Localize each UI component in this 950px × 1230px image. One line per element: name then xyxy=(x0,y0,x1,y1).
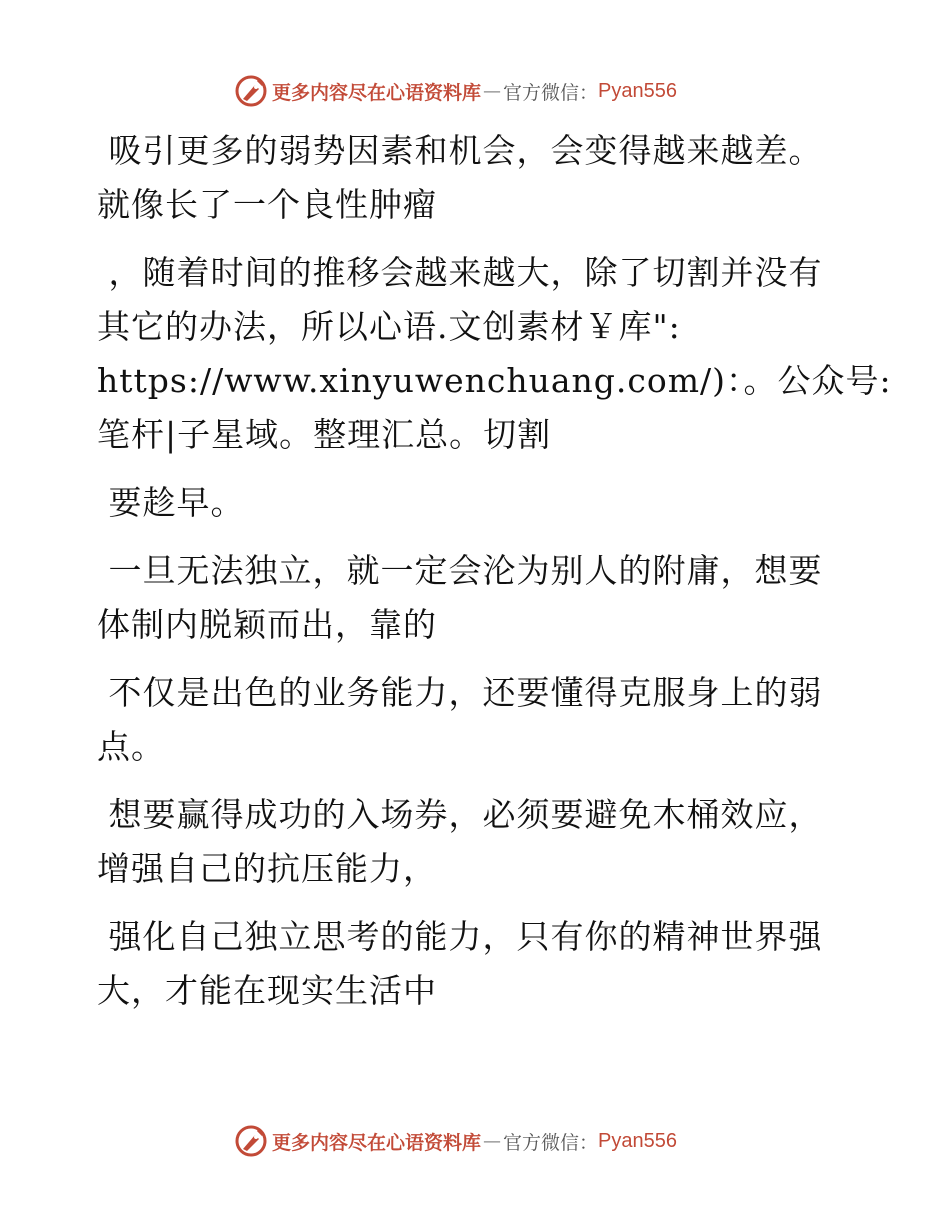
pen-nib-logo-icon xyxy=(234,1124,268,1158)
text-line: 点。 xyxy=(97,727,165,766)
text-line: 体制内脱颖而出，靠的 xyxy=(97,605,437,644)
banner-official-label: 官方微信： xyxy=(503,1131,599,1154)
banner-separator: — xyxy=(483,1130,502,1152)
text-line: 就像长了一个良性肿瘤 xyxy=(97,185,437,224)
banner-brand-text: 更多内容尽在心语资料库 xyxy=(272,1131,482,1154)
text-line: 强化自己独立思考的能力，只有你的精神世界强 xyxy=(97,917,823,956)
text-line: 其它的办法，所以心语.文创素材￥库": xyxy=(97,307,681,346)
text-line: ，随着时间的推移会越来越大，除了切割并没有 xyxy=(97,253,823,292)
paragraph xyxy=(97,476,837,530)
paragraph xyxy=(97,788,837,896)
text-line: 吸引更多的弱势因素和机会，会变得越来越差。 xyxy=(97,131,823,170)
text-line: 增强自己的抗压能力， xyxy=(97,849,437,888)
text-line: 要趁早。 xyxy=(97,483,245,522)
pen-nib-logo-icon xyxy=(234,74,268,108)
text-line: 一旦无法独立，就一定会沦为别人的附庸，想要 xyxy=(97,551,823,590)
paragraph xyxy=(97,124,837,232)
banner-separator: — xyxy=(483,80,502,102)
banner-brand-text: 更多内容尽在心语资料库 xyxy=(272,81,482,104)
text-line: 大，才能在现实生活中 xyxy=(97,971,437,1010)
paragraph xyxy=(97,246,892,462)
paragraph xyxy=(97,666,837,774)
body-text xyxy=(97,124,892,1018)
text-line: 想要赢得成功的入场券，必须要避免木桶效应， xyxy=(97,795,823,834)
text-line: https://www.xinyuwenchuang.com/)：。公众号: xyxy=(97,361,892,400)
header-banner xyxy=(234,74,677,108)
text-line: 不仅是出色的业务能力，还要懂得克服身上的弱 xyxy=(97,673,823,712)
text-line: 笔杆|子星域。整理汇总。切割 xyxy=(97,415,552,454)
banner-wechat-id: Pyan556 xyxy=(598,79,677,102)
banner-wechat-id: Pyan556 xyxy=(598,1129,677,1152)
paragraph xyxy=(97,544,837,652)
banner-official-label: 官方微信： xyxy=(503,81,599,104)
paragraph xyxy=(97,910,837,1018)
footer-banner xyxy=(234,1124,677,1158)
